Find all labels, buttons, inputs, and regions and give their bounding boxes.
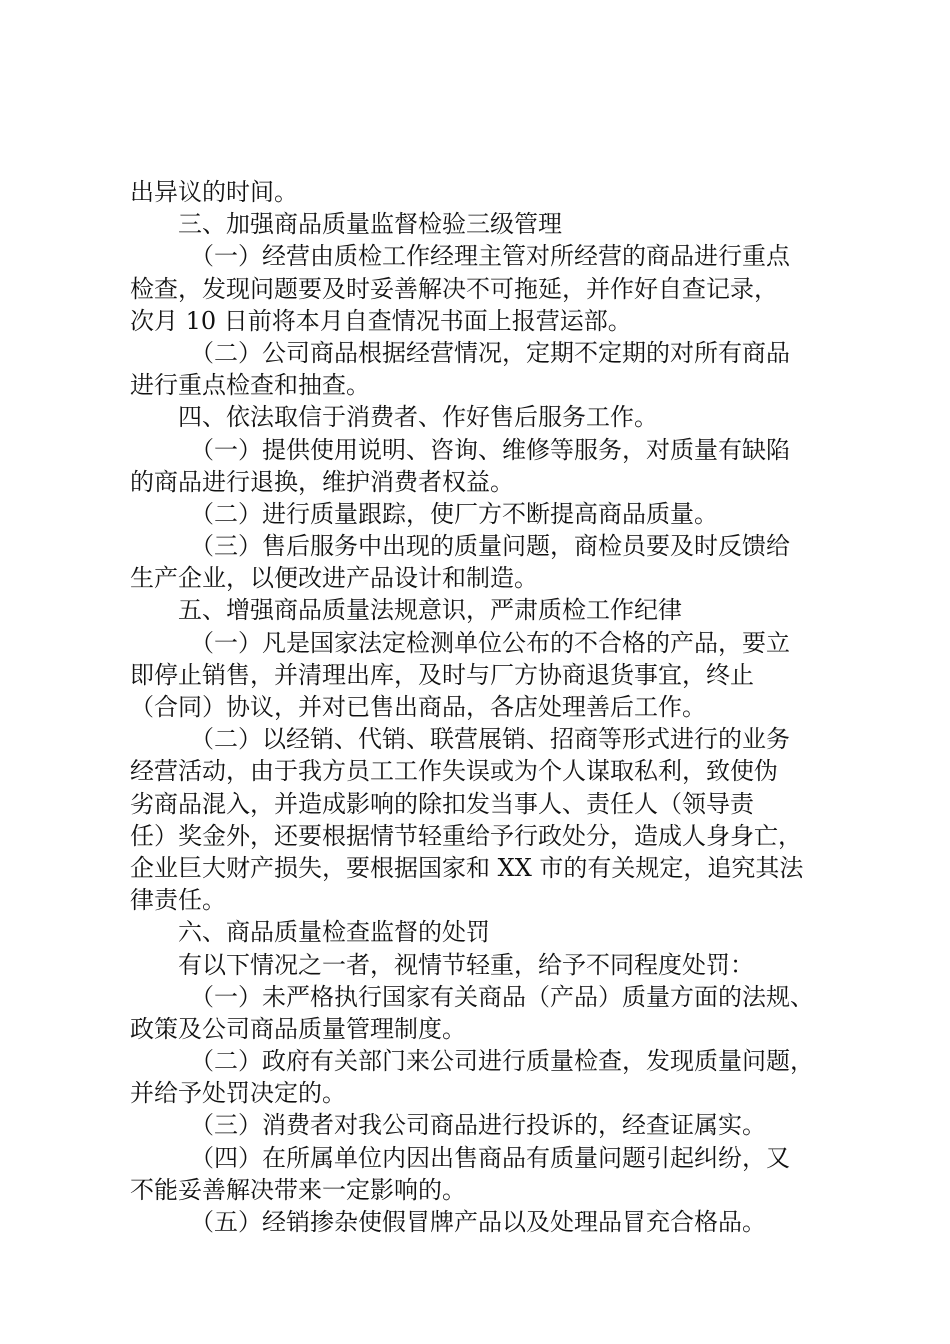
text-line: （一）未严格执行国家有关商品（产品）质量方面的法规、 bbox=[190, 982, 814, 1011]
text-line: （一）经营由质检工作经理主管对所经营的商品进行重点 bbox=[190, 242, 790, 271]
text-line: 不能妥善解决带来一定影响的。 bbox=[130, 1175, 466, 1204]
text-line: 四、依法取信于消费者、作好售后服务工作。 bbox=[178, 403, 658, 432]
text-line: （二）进行质量跟踪，使厂方不断提高商品质量。 bbox=[190, 499, 718, 528]
text-line: （二）政府有关部门来公司进行质量检查，发现质量问题， bbox=[190, 1047, 814, 1076]
text-line: （一）凡是国家法定检测单位公布的不合格的产品，要立 bbox=[190, 628, 790, 657]
text-line: 律责任。 bbox=[130, 886, 226, 915]
text-line: 并给予处罚决定的。 bbox=[130, 1079, 346, 1108]
text-line: （二）公司商品根据经营情况，定期不定期的对所有商品 bbox=[190, 338, 790, 367]
text-line: 生产企业，以便改进产品设计和制造。 bbox=[130, 564, 538, 593]
text-line: 进行重点检查和抽查。 bbox=[130, 371, 370, 400]
text-line: 即停止销售，并清理出库，及时与厂方协商退货事宜，终止 bbox=[130, 660, 754, 689]
text-line: 五、增强商品质量法规意识，严肃质检工作纪律 bbox=[178, 596, 682, 625]
text-line: 经营活动，由于我方员工工作失误或为个人谋取私利，致使伪 bbox=[130, 757, 778, 786]
text-line: 六、商品质量检查监督的处罚 bbox=[178, 918, 490, 947]
text-line: （三）售后服务中出现的质量问题，商检员要及时反馈给 bbox=[190, 532, 790, 561]
text-line: 劣商品混入，并造成影响的除扣发当事人、责任人（领导责 bbox=[130, 789, 754, 818]
text-line: 企业巨大财产损失，要根据国家和 XX 市的有关规定，追究其法 bbox=[130, 853, 804, 882]
text-line: 政策及公司商品质量管理制度。 bbox=[130, 1014, 466, 1043]
text-line: 三、加强商品质量监督检验三级管理 bbox=[178, 210, 562, 239]
document-body bbox=[130, 176, 830, 1238]
text-line: （合同）协议，并对已售出商品，各店处理善后工作。 bbox=[130, 693, 706, 721]
text-line: （二）以经销、代销、联营展销、招商等形式进行的业务 bbox=[190, 725, 790, 754]
text-line: （一）提供使用说明、咨询、维修等服务，对质量有缺陷 bbox=[190, 435, 790, 464]
text-line: （四）在所属单位内因出售商品有质量问题引起纠纷，又 bbox=[190, 1143, 790, 1172]
text-line: （五）经销掺杂使假冒牌产品以及处理品冒充合格品。 bbox=[190, 1208, 766, 1236]
text-line: （三）消费者对我公司商品进行投诉的，经查证属实。 bbox=[190, 1111, 766, 1140]
text-line: 的商品进行退换，维护消费者权益。 bbox=[130, 467, 514, 496]
text-line: 有以下情况之一者，视情节轻重，给予不同程度处罚： bbox=[178, 950, 754, 979]
text-line: 次月 10 日前将本月自查情况书面上报营运部。 bbox=[130, 306, 632, 335]
text-line: 任）奖金外，还要根据情节轻重给予行政处分，造成人身身亡， bbox=[130, 821, 802, 850]
text-line: 出异议的时间。 bbox=[130, 178, 298, 206]
text-line: 检查，发现问题要及时妥善解决不可拖延，并作好自查记录， bbox=[130, 274, 778, 303]
